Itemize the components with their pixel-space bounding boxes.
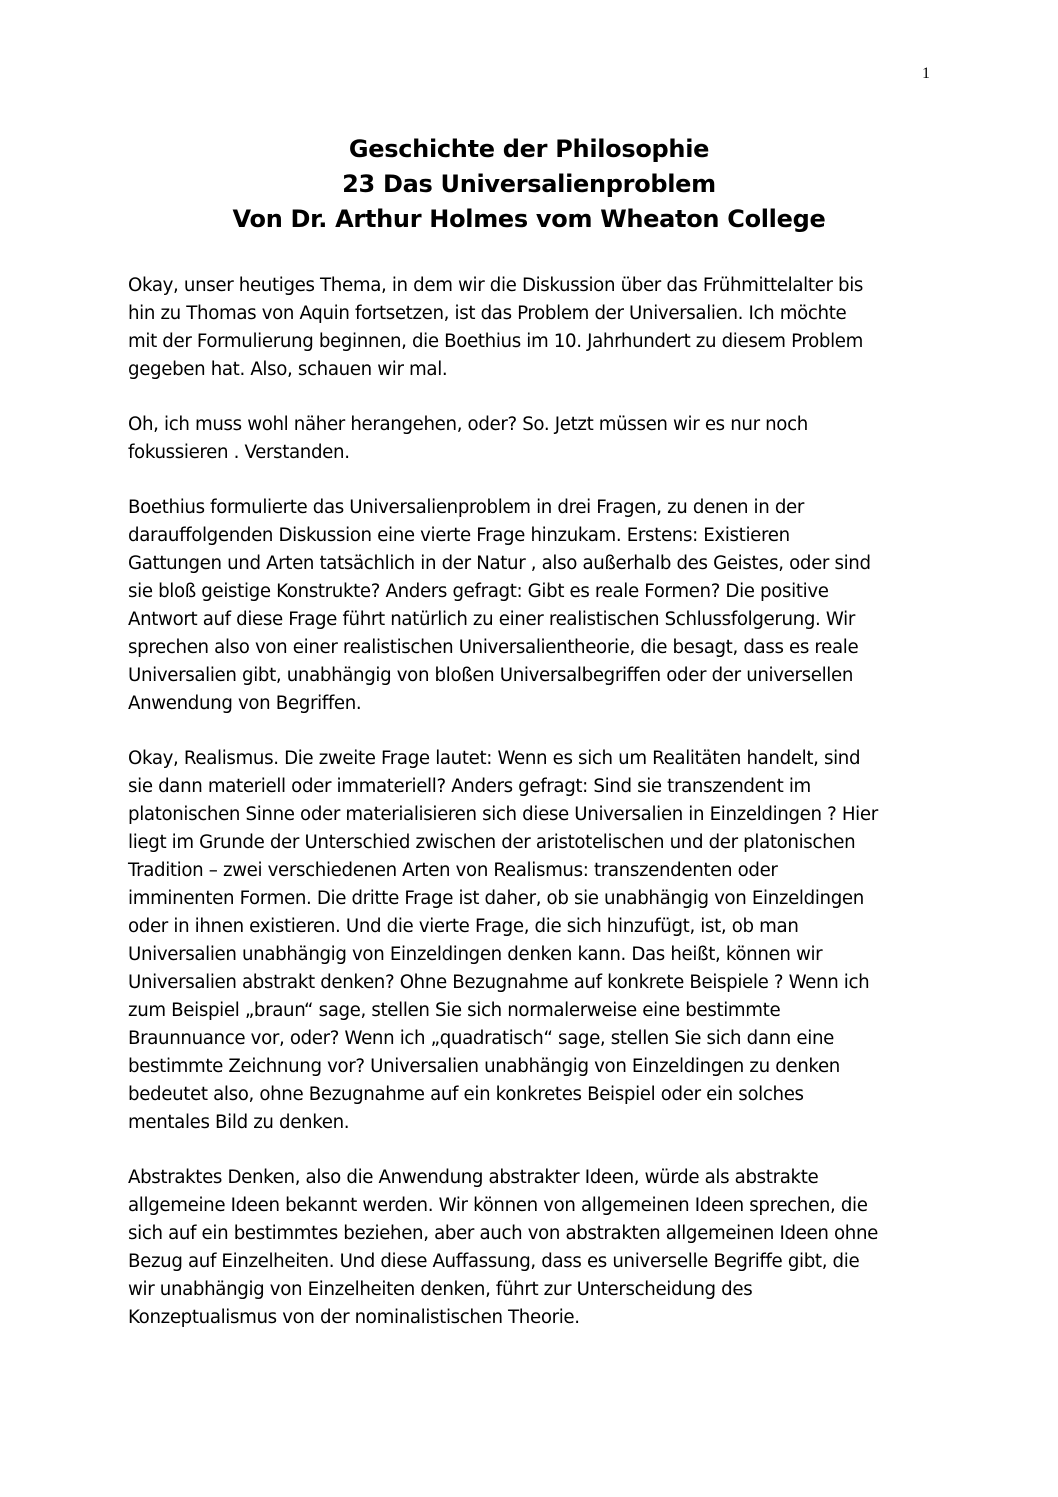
text-line: gegeben hat. Also, schauen wir mal. — [128, 359, 448, 380]
text-line: darauffolgenden Diskussion eine vierte Frage hinzukam. Erstens: Existieren — [128, 525, 790, 546]
paragraph-1 — [128, 272, 932, 384]
document-title — [0, 132, 1058, 237]
text-line: Boethius formulierte das Universalienproblem in drei Fragen, zu denen in der — [128, 497, 805, 518]
text-line: imminenten Formen. Die dritte Frage ist daher, ob sie unabhängig von Einzeldingen — [128, 888, 864, 909]
text-line: Tradition – zwei verschiedenen Arten von Realismus: transzendenten oder — [128, 860, 778, 881]
text-line: Antwort auf diese Frage führt natürlich zu einer realistischen Schlussfolgerung. Wir — [128, 609, 855, 630]
text-line: oder in ihnen existieren. Und die vierte Frage, die sich hinzufügt, ist, ob man — [128, 916, 799, 937]
text-line: Oh, ich muss wohl näher herangehen, oder? So. Jetzt müssen wir es nur noch — [128, 414, 808, 435]
text-line: Universalien gibt, unabhängig von bloßen Universalbegriffen oder der universellen — [128, 665, 854, 686]
text-line: Bezug auf Einzelheiten. Und diese Auffassung, dass es universelle Begriffe gibt, die — [128, 1251, 860, 1272]
title-line-lecture: 23 Das Universalienproblem — [342, 170, 716, 198]
text-line: Okay, unser heutiges Thema, in dem wir die Diskussion über das Frühmittelalter bis — [128, 275, 864, 296]
text-line: Konzeptualismus von der nominalistischen Theorie. — [128, 1307, 580, 1328]
text-line: Anwendung von Begriffen. — [128, 693, 362, 714]
text-line: bedeutet also, ohne Bezugnahme auf ein konkretes Beispiel oder ein solches — [128, 1084, 804, 1105]
title-line-author: Von Dr. Arthur Holmes vom Wheaton College — [232, 205, 826, 233]
text-line: Okay, Realismus. Die zweite Frage lautet: Wenn es sich um Realitäten handelt, sind — [128, 748, 861, 769]
text-line: zum Beispiel „braun“ sage, stellen Sie sich normalerweise eine bestimmte — [128, 1000, 781, 1021]
paragraph-5 — [128, 1164, 932, 1332]
text-line: mit der Formulierung beginnen, die Boethius im 10. Jahrhundert zu diesem Problem — [128, 331, 864, 352]
text-line: allgemeine Ideen bekannt werden. Wir können von allgemeinen Ideen sprechen, die — [128, 1195, 868, 1216]
text-line: platonischen Sinne oder materialisieren sich diese Universalien in Einzeldingen ? Hier — [128, 804, 878, 825]
text-line: Abstraktes Denken, also die Anwendung abstrakter Ideen, würde als abstrakte — [128, 1167, 819, 1188]
text-line: hin zu Thomas von Aquin fortsetzen, ist das Problem der Universalien. Ich möchte — [128, 303, 847, 324]
paragraph-4 — [128, 745, 932, 1137]
text-line: Universalien unabhängig von Einzeldingen denken kann. Das heißt, können wir — [128, 944, 823, 965]
paragraph-3 — [128, 494, 932, 718]
text-line: liegt im Grunde der Unterschied zwischen der aristotelischen und der platonischen — [128, 832, 856, 853]
text-line: Universalien abstrakt denken? Ohne Bezugnahme auf konkrete Beispiele ? Wenn ich — [128, 972, 870, 993]
page-number: 1 — [922, 65, 930, 82]
text-line: Gattungen und Arten tatsächlich in der Natur , also außerhalb des Geistes, oder sind — [128, 553, 871, 574]
text-line: fokussieren . Verstanden. — [128, 442, 350, 463]
text-line: bestimmte Zeichnung vor? Universalien unabhängig von Einzeldingen zu denken — [128, 1056, 840, 1077]
text-line: wir unabhängig von Einzelheiten denken, führt zur Unterscheidung des — [128, 1279, 753, 1300]
title-line-series: Geschichte der Philosophie — [348, 135, 710, 163]
text-line: sie bloß geistige Konstrukte? Anders gefragt: Gibt es reale Formen? Die positive — [128, 581, 829, 602]
document-body — [128, 272, 932, 1359]
text-line: sie dann materiell oder immateriell? Anders gefragt: Sind sie transzendent im — [128, 776, 811, 797]
text-line: sprechen also von einer realistischen Universalientheorie, die besagt, dass es reale — [128, 637, 859, 658]
paragraph-2 — [128, 411, 932, 467]
text-line: mentales Bild zu denken. — [128, 1112, 350, 1133]
text-line: sich auf ein bestimmtes beziehen, aber auch von abstrakten allgemeinen Ideen ohne — [128, 1223, 878, 1244]
text-line: Braunnuance vor, oder? Wenn ich „quadratisch“ sage, stellen Sie sich dann eine — [128, 1028, 834, 1049]
